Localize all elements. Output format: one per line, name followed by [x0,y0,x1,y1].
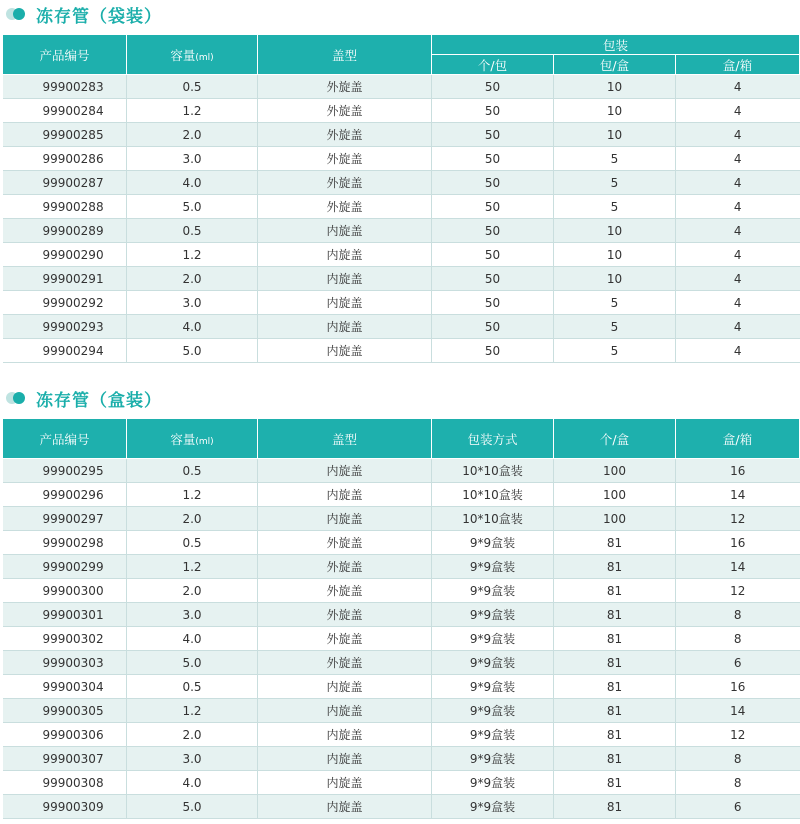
cell-case: 6 [676,795,800,819]
cell-code: 99900284 [3,99,127,123]
cell-cap: 内旋盖 [258,483,432,507]
cell-code: 99900290 [3,243,127,267]
cell-code: 99900309 [3,795,127,819]
cell-cap: 内旋盖 [258,267,432,291]
cell-code: 99900291 [3,267,127,291]
header-cap: 盖型 [258,419,432,459]
header-pack-group: 包装 [432,35,800,55]
cell-code: 99900288 [3,195,127,219]
cell-cap: 外旋盖 [258,171,432,195]
cell-case: 12 [676,723,800,747]
cell-volume: 3.0 [127,147,258,171]
cell-count: 81 [554,747,676,771]
cell-pack: 50 [432,75,554,99]
cell-code: 99900300 [3,579,127,603]
cell-volume: 2.0 [127,723,258,747]
cell-code: 99900306 [3,723,127,747]
table-row [3,291,800,315]
cell-case: 4 [676,219,800,243]
cell-code: 99900286 [3,147,127,171]
cell-volume: 0.5 [127,75,258,99]
cell-volume: 4.0 [127,627,258,651]
cell-count: 81 [554,723,676,747]
cell-cap: 外旋盖 [258,651,432,675]
cell-case: 4 [676,147,800,171]
cell-pack: 50 [432,219,554,243]
cell-volume: 4.0 [127,771,258,795]
cell-cap: 内旋盖 [258,339,432,363]
header-code: 产品编号 [3,35,127,75]
bullet-dots-icon [6,392,28,404]
table-row [3,315,800,339]
cell-code: 99900292 [3,291,127,315]
cell-count: 5 [554,339,676,363]
cell-code: 99900301 [3,603,127,627]
header-volume: 容量(ml) [127,35,258,75]
header-boxes-per-case: 盒/箱 [676,419,800,459]
cell-pack: 50 [432,171,554,195]
header-code: 产品编号 [3,419,127,459]
cell-pack: 50 [432,267,554,291]
cell-cap: 外旋盖 [258,147,432,171]
cell-count: 10 [554,243,676,267]
cell-case: 4 [676,123,800,147]
cell-cap: 内旋盖 [258,219,432,243]
table-row [3,459,800,483]
cell-count: 10 [554,123,676,147]
bag-pack-table [2,34,800,363]
cell-cap: 内旋盖 [258,459,432,483]
cell-pack: 50 [432,99,554,123]
cell-pack: 9*9盒装 [432,795,554,819]
cell-volume: 1.2 [127,555,258,579]
header-per-bag: 个/包 [432,55,554,75]
header-volume-unit: (ml) [195,436,214,447]
section2-heading [6,386,162,410]
cell-case: 4 [676,243,800,267]
cell-cap: 外旋盖 [258,555,432,579]
cell-cap: 外旋盖 [258,603,432,627]
cell-volume: 0.5 [127,459,258,483]
table-row [3,579,800,603]
table-row [3,99,800,123]
header-per-box: 个/盒 [554,419,676,459]
cell-count: 5 [554,147,676,171]
cell-case: 4 [676,195,800,219]
cell-cap: 内旋盖 [258,291,432,315]
cell-volume: 1.2 [127,99,258,123]
table-row [3,603,800,627]
cell-case: 14 [676,483,800,507]
cell-count: 81 [554,555,676,579]
cell-volume: 4.0 [127,171,258,195]
cell-case: 4 [676,75,800,99]
cell-pack: 10*10盒装 [432,459,554,483]
header-boxes-per-case: 盒/箱 [676,55,800,75]
cell-code: 99900287 [3,171,127,195]
cell-count: 81 [554,579,676,603]
cell-count: 81 [554,699,676,723]
cell-count: 5 [554,171,676,195]
header-cap: 盖型 [258,35,432,75]
cell-cap: 外旋盖 [258,627,432,651]
cell-code: 99900297 [3,507,127,531]
cell-pack: 50 [432,315,554,339]
cell-code: 99900302 [3,627,127,651]
cell-case: 14 [676,699,800,723]
cell-pack: 9*9盒装 [432,555,554,579]
table-row [3,219,800,243]
table-row [3,195,800,219]
section2-title: 冻存管（盒装） [36,390,162,411]
cell-code: 99900289 [3,219,127,243]
cell-volume: 5.0 [127,339,258,363]
cell-case: 4 [676,291,800,315]
cell-count: 81 [554,651,676,675]
cell-count: 10 [554,267,676,291]
cell-volume: 5.0 [127,195,258,219]
cell-code: 99900299 [3,555,127,579]
cell-pack: 10*10盒装 [432,483,554,507]
header-volume-unit: (ml) [195,52,214,63]
header-bags-per-box: 包/盒 [554,55,676,75]
cell-code: 99900285 [3,123,127,147]
cell-count: 5 [554,195,676,219]
cell-pack: 9*9盒装 [432,699,554,723]
cell-volume: 0.5 [127,531,258,555]
cell-case: 8 [676,627,800,651]
cell-cap: 内旋盖 [258,723,432,747]
cell-pack: 9*9盒装 [432,531,554,555]
cell-pack: 9*9盒装 [432,723,554,747]
cell-pack: 9*9盒装 [432,579,554,603]
table-row [3,627,800,651]
cell-pack: 50 [432,243,554,267]
cell-count: 81 [554,531,676,555]
bullet-dots-icon [6,8,28,20]
cell-cap: 内旋盖 [258,795,432,819]
cell-volume: 4.0 [127,315,258,339]
cell-cap: 内旋盖 [258,699,432,723]
section1-heading [6,2,162,26]
cell-pack: 50 [432,291,554,315]
cell-volume: 3.0 [127,747,258,771]
cell-count: 5 [554,291,676,315]
cell-count: 10 [554,75,676,99]
cell-cap: 外旋盖 [258,195,432,219]
cell-volume: 2.0 [127,267,258,291]
table-row [3,795,800,819]
header-pack-method: 包装方式 [432,419,554,459]
cell-pack: 50 [432,339,554,363]
cell-code: 99900296 [3,483,127,507]
cell-case: 16 [676,459,800,483]
cell-volume: 2.0 [127,123,258,147]
cell-pack: 50 [432,123,554,147]
cell-cap: 内旋盖 [258,315,432,339]
cell-code: 99900293 [3,315,127,339]
table-row [3,123,800,147]
cell-case: 8 [676,747,800,771]
table-row [3,171,800,195]
cell-pack: 9*9盒装 [432,627,554,651]
table-row [3,771,800,795]
section1-title: 冻存管（袋装） [36,6,162,27]
cell-volume: 1.2 [127,483,258,507]
cell-count: 10 [554,99,676,123]
cell-cap: 内旋盖 [258,771,432,795]
cell-code: 99900298 [3,531,127,555]
cell-count: 5 [554,315,676,339]
box-pack-table [2,418,800,819]
table-row [3,531,800,555]
cell-pack: 9*9盒装 [432,651,554,675]
cell-count: 81 [554,771,676,795]
table-row [3,555,800,579]
cell-case: 8 [676,603,800,627]
table-row [3,747,800,771]
cell-count: 10 [554,219,676,243]
cell-volume: 3.0 [127,291,258,315]
cell-pack: 50 [432,195,554,219]
table-row [3,723,800,747]
cell-case: 4 [676,267,800,291]
cell-cap: 外旋盖 [258,531,432,555]
table-row [3,243,800,267]
cell-cap: 内旋盖 [258,675,432,699]
cell-count: 100 [554,483,676,507]
cell-count: 81 [554,795,676,819]
cell-count: 81 [554,675,676,699]
cell-case: 12 [676,507,800,531]
cell-cap: 内旋盖 [258,747,432,771]
cell-count: 100 [554,507,676,531]
cell-volume: 2.0 [127,507,258,531]
cell-code: 99900303 [3,651,127,675]
cell-code: 99900305 [3,699,127,723]
cell-pack: 9*9盒装 [432,747,554,771]
cell-code: 99900283 [3,75,127,99]
cell-cap: 外旋盖 [258,579,432,603]
cell-count: 100 [554,459,676,483]
cell-count: 81 [554,627,676,651]
cell-case: 4 [676,171,800,195]
cell-volume: 0.5 [127,675,258,699]
table-row [3,75,800,99]
table-row [3,675,800,699]
cell-volume: 1.2 [127,243,258,267]
cell-cap: 内旋盖 [258,243,432,267]
cell-volume: 0.5 [127,219,258,243]
cell-case: 16 [676,675,800,699]
table-row [3,507,800,531]
table-row [3,267,800,291]
cell-code: 99900295 [3,459,127,483]
cell-volume: 2.0 [127,579,258,603]
cell-code: 99900307 [3,747,127,771]
cell-cap: 外旋盖 [258,123,432,147]
cell-case: 16 [676,531,800,555]
table-row [3,699,800,723]
cell-pack: 10*10盒装 [432,507,554,531]
cell-code: 99900294 [3,339,127,363]
cell-volume: 1.2 [127,699,258,723]
cell-case: 12 [676,579,800,603]
cell-code: 99900304 [3,675,127,699]
cell-pack: 50 [432,147,554,171]
cell-case: 6 [676,651,800,675]
cell-count: 81 [554,603,676,627]
header-volume: 容量(ml) [127,419,258,459]
cell-volume: 5.0 [127,795,258,819]
table-row [3,339,800,363]
cell-cap: 内旋盖 [258,507,432,531]
cell-code: 99900308 [3,771,127,795]
cell-case: 4 [676,315,800,339]
cell-case: 4 [676,339,800,363]
cell-case: 4 [676,99,800,123]
cell-pack: 9*9盒装 [432,675,554,699]
cell-volume: 5.0 [127,651,258,675]
cell-cap: 外旋盖 [258,75,432,99]
cell-cap: 外旋盖 [258,99,432,123]
table-row [3,147,800,171]
table-row [3,483,800,507]
cell-pack: 9*9盒装 [432,771,554,795]
cell-volume: 3.0 [127,603,258,627]
table-row [3,651,800,675]
cell-pack: 9*9盒装 [432,603,554,627]
cell-case: 8 [676,771,800,795]
cell-case: 14 [676,555,800,579]
